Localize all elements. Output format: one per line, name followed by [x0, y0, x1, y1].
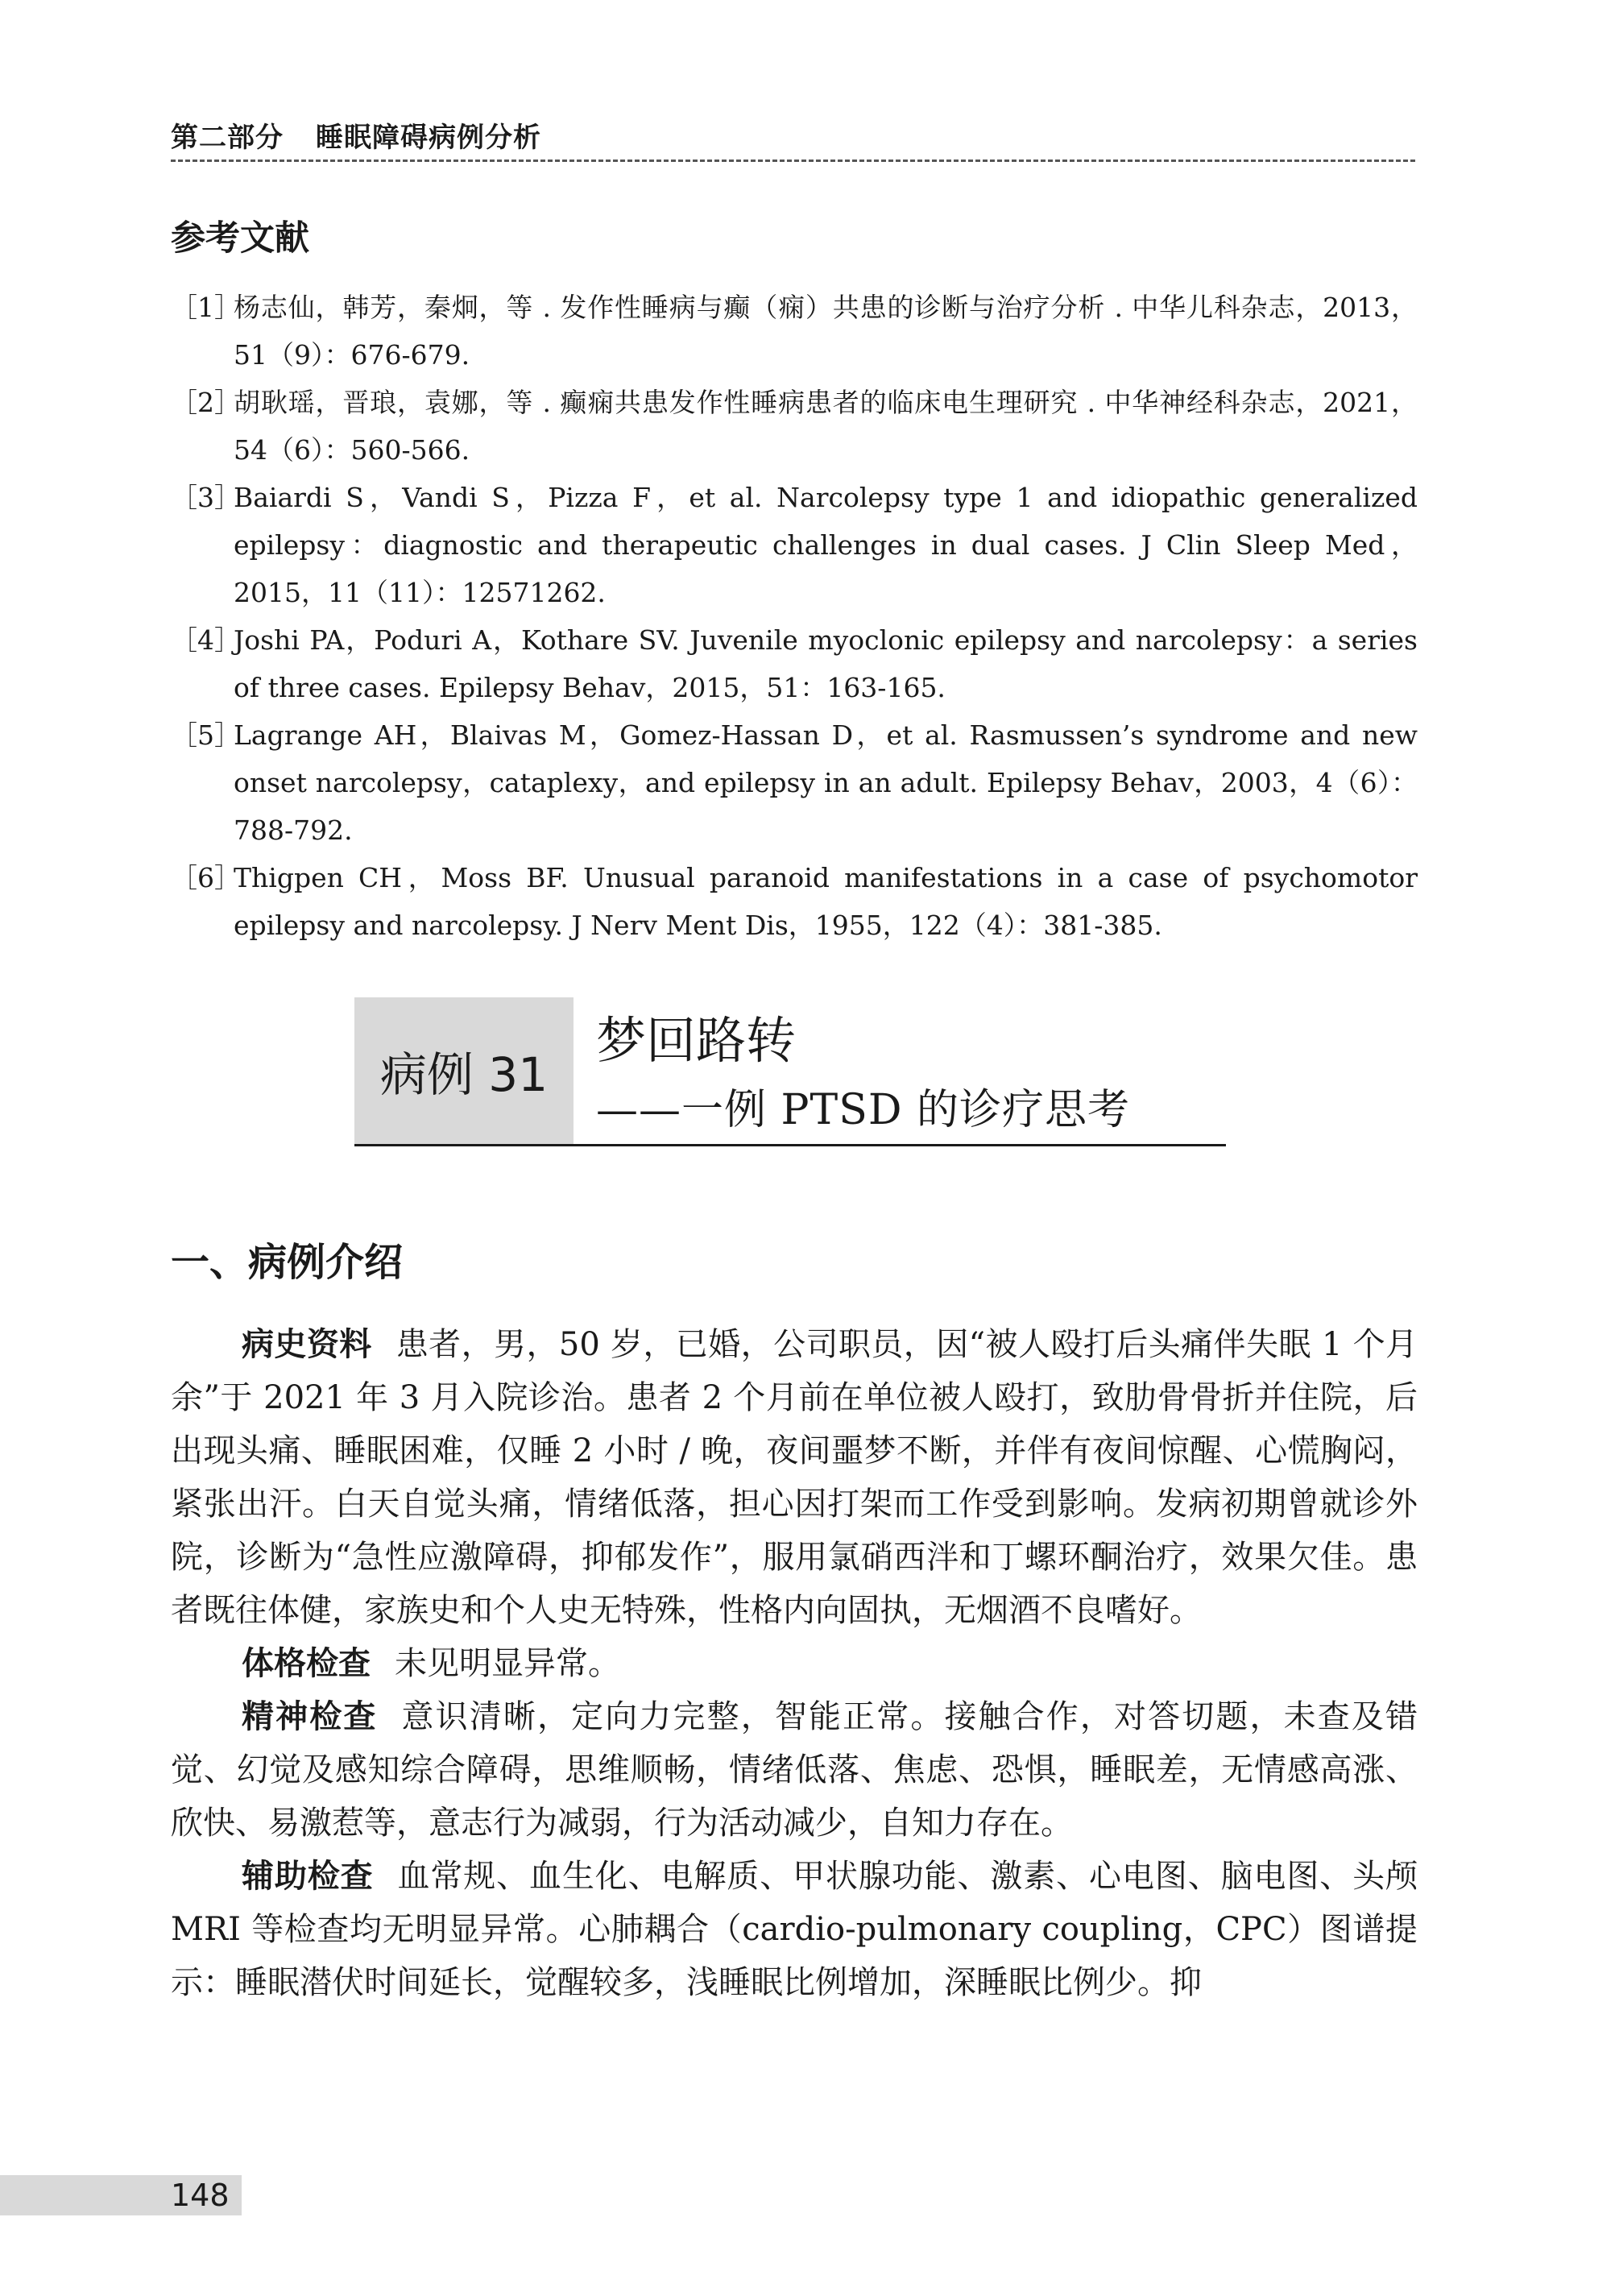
reference-number: ［3］ [171, 482, 241, 513]
paragraph-lead: 体格检查 [242, 1645, 371, 1682]
reference-number: ［4］ [171, 624, 241, 656]
paragraph-lead: 病史资料 [242, 1326, 372, 1363]
reference-number: ［5］ [171, 719, 241, 751]
paragraph-physical-exam [171, 1637, 1418, 1690]
paragraph-text: 患者，男，50 岁，已婚，公司职员，因“被人殴打后头痛伴失眠 1 个月余”于 2021 年 3 月入院诊治。患者 2 个月前在单位被人殴打，致肋骨骨折并住院，后出现头痛、睡眠困难，仅睡 2 小时 / 晚，夜间噩梦不断，并伴有夜间惊醒、心慌胸闷，紧张出汗。白天自觉头痛，情绪低落，担心因打架而工作受到影响。发病初期曾就诊外院，诊断为“急性应激障碍，抑郁发作”，服用氯硝西泮和丁螺环酮治疗，效果欠佳。患者既往体健，家族史和个人史无特殊，性格内向固执，无烟酒不良嗜好。 [171, 1326, 1418, 1629]
case-label: 病例 31 [379, 1047, 549, 1102]
header-divider [171, 160, 1415, 162]
case-body [171, 1318, 1418, 2009]
case-title: 梦回路转 [596, 1011, 797, 1070]
reference-list [171, 284, 1418, 949]
reference-number: ［2］ [171, 387, 241, 418]
running-header [171, 115, 541, 155]
references-heading: 参考文献 [171, 218, 309, 259]
paragraph-mental-exam [171, 1690, 1418, 1850]
reference-text: Thigpen CH，Moss BF. Unusual paranoid manifestations in a case of psychomotor epilepsy and narcolepsy. J Nerv Ment Dis，1955，122（4）：381-385. [234, 862, 1418, 941]
reference-item [171, 854, 1418, 949]
page-number: 148 [171, 2178, 230, 2213]
reference-item [171, 379, 1418, 474]
reference-text: Joshi PA，Poduri A，Kothare SV. Juvenile myoclonic epilepsy and narcolepsy：a series of three cases. Epilepsy Behav，2015，51：163-165. [234, 624, 1418, 703]
paragraph-lead: 精神检查 [242, 1698, 378, 1735]
running-header-part: 第二部分 [171, 122, 284, 154]
reference-item [171, 474, 1418, 616]
reference-text: 胡耿瑶，晋琅，袁娜，等 . 癫痫共患发作性睡病患者的临床电生理研究 . 中华神经科杂志，2021，54（6）：560-566. [234, 387, 1418, 466]
paragraph-auxiliary-exam [171, 1850, 1418, 2009]
reference-number: ［1］ [171, 292, 241, 323]
reference-text: Lagrange AH，Blaivas M，Gomez-Hassan D，et al. Rasmussen’s syndrome and new onset narcolepsy，cataplexy，and epilepsy in an adult. Epilepsy Behav，2003，4（6）：788-792. [234, 719, 1418, 846]
paragraph-history [171, 1318, 1418, 1637]
paragraph-text: 未见明显异常。 [395, 1645, 620, 1682]
running-header-title: 睡眠障碍病例分析 [316, 122, 541, 154]
reference-text: 杨志仙，韩芳，秦炯，等 . 发作性睡病与癫（痫）共患的诊断与治疗分析 . 中华儿科杂志，2013，51（9）：676-679. [234, 292, 1418, 371]
case-title-underline [354, 1144, 1226, 1146]
section-heading: 一、病例介绍 [171, 1240, 404, 1285]
paragraph-text: 意识清晰，定向力完整，智能正常。接触合作，对答切题，未查及错觉、幻觉及感知综合障碍，思维顺畅，情绪低落、焦虑、恐惧，睡眠差，无情感高涨、欣快、易激惹等，意志行为减弱，行为活动减少，自知力存在。 [171, 1698, 1418, 1842]
reference-text: Baiardi S，Vandi S，Pizza F，et al. Narcolepsy type 1 and idiopathic generalized epilepsy：diagnostic and therapeutic challenges in dual cases. J Clin Sleep Med，2015，11（11）：12571262. [234, 482, 1418, 608]
case-label-box [354, 997, 573, 1144]
paragraph-text: 血常规、血生化、电解质、甲状腺功能、激素、心电图、脑电图、头颅 MRI 等检查均无明显异常。心肺耦合（cardio-pulmonary coupling，CPC）图谱提示：睡眠潜伏时间延长，觉醒较多，浅睡眠比例增加，深睡眠比例少。抑 [171, 1858, 1418, 2001]
reference-number: ［6］ [171, 862, 241, 893]
reference-item [171, 616, 1418, 711]
reference-item [171, 711, 1418, 854]
paragraph-lead: 辅助检查 [242, 1858, 374, 1895]
case-subtitle: ——一例 PTSD 的诊疗思考 [596, 1086, 1131, 1134]
reference-item [171, 284, 1418, 379]
